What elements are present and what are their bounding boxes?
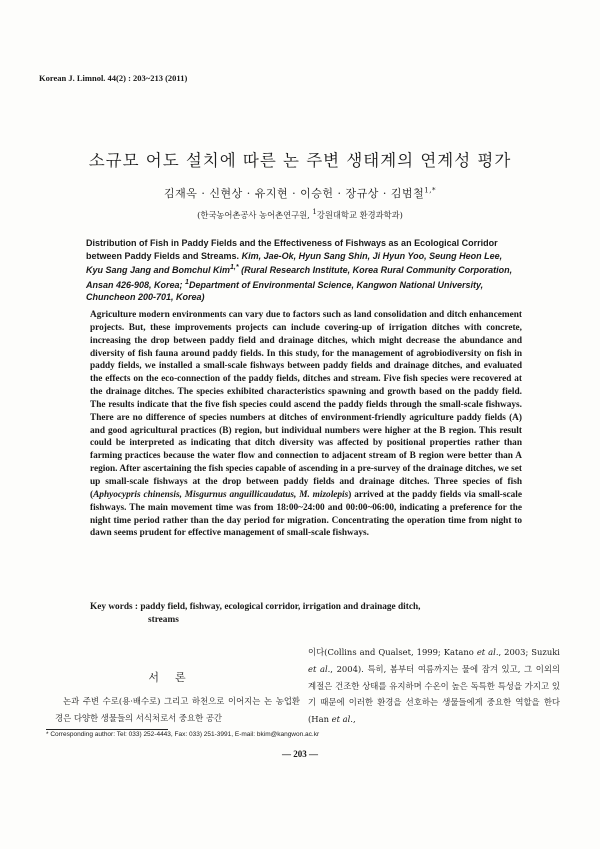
right-text-1: 이다(Collins and Qualset, 1999; Katano xyxy=(308,647,477,657)
right-etal-2: et al. xyxy=(308,663,331,674)
korean-title: 소규모 어도 설치에 따른 논 주변 생태계의 연계성 평가 xyxy=(88,151,512,170)
abstract-part2: ) arrived at the paddy fields via small-scale fishways. The main movement time was from 18:00~24:00 and 00:00~06:00, indicating a preference for the night time period rather than the day period for migration. Concentrating the operation time from night to dawn seems prudent for effective management of small-scale fishways. xyxy=(90,489,522,539)
english-affiliation-superscript: 1 xyxy=(185,278,189,286)
english-authors: Kim, Jae-Ok, Hyun Sang Shin, Ji Hyun Yoo, Seung Heon Lee, Kyu Sang Jang and Bomchul Kim xyxy=(86,250,503,276)
korean-authors xyxy=(0,185,600,201)
korean-affiliation xyxy=(0,208,600,221)
keywords-values-cont: streams xyxy=(148,614,179,625)
right-etal-1: et al. xyxy=(476,647,499,657)
english-title: Distribution of Fish in Paddy Fields and the Effectiveness of Fishways as an Ecological Corridor between Paddy Fields and Streams. xyxy=(86,238,498,261)
abstract-part1: Agriculture modern environments can vary due to factors such as land consolidation and ditch enhancement projects. But, these improvements projects can include covering-up of irrigation ditches with concrete, increasing the drop between paddy field and drainage ditches, which might decrease the abundance and diversity of fish fauna around paddy fields. In this study, for the management of agrobiodiversity on fish in paddy fields, we installed a small-scale fishways between paddy fields and drainage ditches, and evaluated the effects on the eco-connection of the paddy fields, ditches and stream. Five fish species were recovered at the drainage ditches. The species exhibited characteristics spawning and growth based on the paddy field. The results indicate that the five fish species could ascend the paddy fields through the small-scale fishways. There are no difference of species numbers at ditches of environment-friendly agriculture paddy fields (A) and good agricultural practices (B) region, but individual numbers were higher at the B region. This result could be interpreted as indicating that ditch diversity was affected by positional properties rather than farming practices because the water flow and connection to adjacent stream of B region were better than A region. After ascertaining the fish species capable of ascending in a pre-survey of the drainage ditches, we set up small-scale fishways at the drop between paddy fields and drainage ditches. Three species of fish ( xyxy=(90,310,522,500)
korean-affiliation-pre: (한국농어촌공사 농어촌연구원, xyxy=(197,209,313,220)
page-number: — 203 — xyxy=(282,749,318,759)
english-title-block xyxy=(86,237,518,304)
abstract-species: Aphyocypris chinensis, Misgurnus anguillicaudatus, M. mizolepis xyxy=(93,489,349,500)
right-text-2: , 2003; Suzuki xyxy=(498,647,560,657)
body-left-column xyxy=(55,693,300,727)
footnote: * Corresponding author: Tel: 033) 252-4443, Fax: 033) 251-3991, E-mail: bkim@kangwon.ac.kr xyxy=(46,731,320,738)
body-right-column xyxy=(308,644,560,728)
korean-author-names: 김재옥 · 신현상 · 유지현 · 이승헌 · 장규상 · 김범철 xyxy=(164,187,425,200)
body-right-paragraph xyxy=(308,644,560,728)
body-left-paragraph: 논과 주변 수로(용·배수로) 그리고 하천으로 이어지는 논 농업환경은 다양한 생물들의 서식처로서 중요한 공간 xyxy=(55,696,300,723)
english-affiliation-pre: (Rural Research Institute, Korea Rural Community Corporation, Ansan 426-908, Korea; xyxy=(86,265,513,290)
footnote-divider xyxy=(46,729,168,730)
english-affiliation-post: Department of Environmental Science, Kangwon National University, Chuncheon 200-701, Korea) xyxy=(86,279,484,303)
korean-affiliation-superscript: 1 xyxy=(312,208,317,216)
keywords-label: Key words : xyxy=(90,602,141,612)
korean-affiliation-post: 강원대학교 환경과학과) xyxy=(316,209,403,220)
keywords xyxy=(90,601,522,627)
section-heading: 서론 xyxy=(148,671,202,684)
abstract xyxy=(90,309,522,540)
right-text-3: , 2004). 특히, 봄부터 여름까지는 물에 잠겨 있고, 그 이외의 계절은 건조한 상태를 유지하며 수온이 높은 독특한 특성을 가지고 있기 때문에 이러한 환경을 선호하는 생물들에게 중요한 역할을 한다(Han xyxy=(308,663,560,725)
right-text-4: , xyxy=(352,714,356,725)
journal-reference: Korean J. Limnol. 44(2) : 203~213 (2011) xyxy=(39,73,188,83)
right-etal-3: et al. xyxy=(331,714,353,725)
korean-author-superscript: 1,* xyxy=(424,186,436,195)
english-authors-superscript: 1,* xyxy=(230,264,239,272)
keywords-values: paddy field, fishway, ecological corridor, irrigation and drainage ditch, xyxy=(140,602,421,612)
